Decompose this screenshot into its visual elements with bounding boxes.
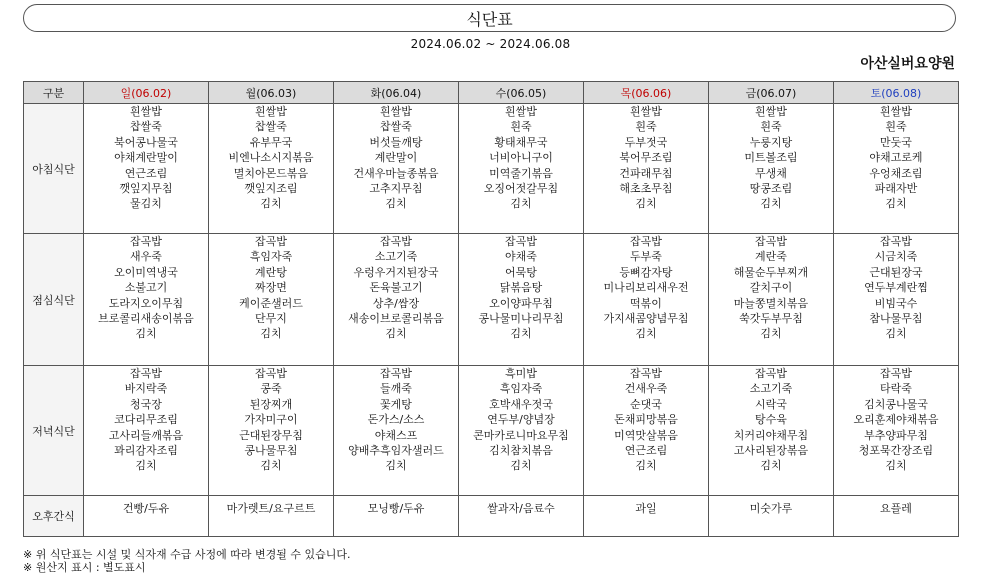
menu-item: 흑임자죽 [499, 382, 543, 396]
menu-item: 우엉채조림 [869, 166, 923, 180]
snack-cell: 요플레 [834, 496, 959, 537]
menu-item: 꽈리감자조림 [114, 444, 178, 458]
menu-item: 잡곡밥 [130, 235, 162, 248]
menu-cell [709, 234, 834, 366]
menu-item: 버섯들깨탕 [369, 135, 423, 149]
menu-item: 김치 [510, 459, 532, 473]
menu-item: 김치 [135, 327, 157, 341]
menu-item: 흑임자죽 [249, 250, 293, 264]
menu-item: 잡곡밥 [380, 367, 412, 380]
menu-item: 바지락죽 [124, 382, 168, 396]
menu-item: 고추지무침 [369, 182, 423, 196]
day-header: 일(06.02) [84, 82, 209, 104]
menu-item: 청포묵간장조림 [858, 444, 934, 458]
menu-item: 비빔국수 [874, 296, 918, 310]
menu-item: 잡곡밥 [130, 367, 162, 380]
menu-item: 쑥갓두부무침 [739, 312, 803, 326]
menu-item: 잡곡밥 [755, 235, 787, 248]
menu-item: 미트볼조림 [744, 151, 798, 165]
menu-item: 부추양파무침 [864, 428, 928, 442]
menu-item: 시락국 [755, 397, 787, 411]
menu-item: 돈채피망볶음 [614, 413, 678, 427]
menu-item: 도라지오이무침 [108, 296, 184, 310]
meal-label: 아침식단 [24, 104, 84, 234]
menu-item: 양배추흑임자샐러드 [348, 444, 444, 458]
day-header: 금(06.07) [709, 82, 834, 104]
menu-item: 가지새콤양념무침 [603, 312, 689, 326]
menu-item: 만둣국 [880, 135, 912, 149]
menu-cell [84, 366, 209, 496]
menu-item: 김치 [510, 197, 532, 211]
menu-item: 김치참치볶음 [489, 444, 553, 458]
menu-item: 치커리야채무침 [733, 428, 809, 442]
menu-item: 연근조림 [124, 166, 168, 180]
note-line: ※ 원산지 표시 : 별도표시 [23, 561, 146, 574]
menu-item: 우렁우거지된장국 [353, 265, 439, 279]
menu-item: 잡곡밥 [380, 235, 412, 248]
menu-item: 상추/쌈장 [372, 296, 420, 310]
menu-item: 김치 [385, 459, 407, 473]
menu-item: 김치 [635, 327, 657, 341]
menu-item: 흰죽 [635, 120, 657, 134]
meal-row-breakfast [24, 104, 959, 234]
menu-cell [334, 234, 459, 366]
menu-item: 미나리보리새우전 [603, 281, 689, 295]
menu-cell [584, 104, 709, 234]
menu-item: 고사리들깨볶음 [108, 428, 184, 442]
menu-item: 갈치구이 [749, 281, 793, 295]
day-header: 토(06.08) [834, 82, 959, 104]
menu-item: 김치 [885, 327, 907, 341]
menu-item: 김치 [260, 197, 282, 211]
menu-item: 등뼈감자탕 [619, 265, 673, 279]
menu-item: 파래자반 [874, 182, 918, 196]
menu-item: 야채죽 [505, 250, 537, 264]
menu-item: 깻잎지무침 [119, 182, 173, 196]
menu-item: 김치 [385, 197, 407, 211]
menu-item: 김치 [885, 197, 907, 211]
day-header: 월(06.03) [209, 82, 334, 104]
menu-item: 북어무조림 [619, 151, 673, 165]
menu-item: 김치 [760, 197, 782, 211]
meal-row-snack [24, 496, 959, 537]
menu-item: 닭볶음탕 [499, 281, 543, 295]
menu-item: 찹쌀죽 [130, 120, 162, 134]
menu-item: 코다리무조림 [114, 413, 178, 427]
menu-item: 브로콜리새송이볶음 [98, 312, 194, 326]
corner-header: 구분 [24, 82, 84, 104]
snack-cell: 마가렛트/요구르트 [209, 496, 334, 537]
menu-item: 김치 [385, 327, 407, 341]
note-line: ※ 위 식단표는 시설 및 식자재 수급 사정에 따라 변경될 수 있습니다. [23, 548, 351, 561]
menu-item: 짜장면 [255, 281, 287, 295]
menu-cell [209, 366, 334, 496]
menu-cell [209, 234, 334, 366]
menu-item: 흰쌀밥 [255, 105, 287, 118]
menu-item: 김치 [510, 327, 532, 341]
menu-cell [834, 234, 959, 366]
notes [23, 548, 350, 574]
menu-item: 황태채무국 [494, 135, 548, 149]
menu-cell [584, 234, 709, 366]
menu-item: 흰쌀밥 [380, 105, 412, 118]
menu-item: 김치 [135, 459, 157, 473]
menu-cell [459, 104, 584, 234]
menu-item: 흰쌀밥 [755, 105, 787, 118]
menu-item: 김치 [885, 459, 907, 473]
menu-item: 떡볶이 [630, 296, 662, 310]
menu-item: 꽃게탕 [380, 397, 412, 411]
day-header: 목(06.06) [584, 82, 709, 104]
menu-item: 야채계란말이 [114, 151, 178, 165]
menu-cell [84, 104, 209, 234]
menu-item: 계란말이 [374, 151, 418, 165]
menu-item: 단무지 [255, 312, 287, 326]
menu-item: 계란탕 [255, 265, 287, 279]
day-header-row [24, 82, 959, 104]
menu-item: 김치 [635, 197, 657, 211]
menu-item: 야채스프 [374, 428, 418, 442]
snack-cell: 과일 [584, 496, 709, 537]
menu-item: 잡곡밥 [755, 367, 787, 380]
menu-cell [834, 366, 959, 496]
menu-cell [584, 366, 709, 496]
menu-item: 들깨죽 [380, 382, 412, 396]
menu-item: 돈육불고기 [369, 281, 423, 295]
menu-cell [334, 104, 459, 234]
menu-item: 잡곡밥 [255, 235, 287, 248]
menu-item: 건파래무침 [619, 166, 673, 180]
menu-item: 탕수육 [755, 413, 787, 427]
meal-label: 오후간식 [24, 496, 84, 537]
menu-item: 김치콩나물국 [864, 397, 928, 411]
menu-item: 흰쌀밥 [630, 105, 662, 118]
weekly-menu-table [23, 81, 959, 537]
menu-item: 깻잎지조림 [244, 182, 298, 196]
menu-item: 고사리된장볶음 [733, 444, 809, 458]
menu-item: 잡곡밥 [505, 235, 537, 248]
menu-item: 잡곡밥 [880, 367, 912, 380]
menu-item: 오리훈제야채볶음 [853, 413, 939, 427]
menu-item: 유부무국 [249, 135, 293, 149]
menu-item: 마늘쫑멸치볶음 [733, 296, 809, 310]
menu-item: 소고기죽 [749, 382, 793, 396]
meal-row-lunch [24, 234, 959, 366]
menu-item: 무생채 [755, 166, 787, 180]
menu-item: 비엔나소시지볶음 [228, 151, 314, 165]
menu-item: 흰쌀밥 [130, 105, 162, 118]
menu-item: 흰쌀밥 [505, 105, 537, 118]
menu-title-box [23, 4, 956, 32]
menu-item: 근대된장무침 [239, 428, 303, 442]
menu-item: 미역맛살볶음 [614, 428, 678, 442]
menu-item: 흰죽 [510, 120, 532, 134]
menu-item: 오징어젓갈무침 [483, 182, 559, 196]
snack-cell: 미숫가루 [709, 496, 834, 537]
menu-item: 해물순두부찌개 [733, 265, 809, 279]
menu-item: 청국장 [130, 397, 162, 411]
menu-item: 잡곡밥 [255, 367, 287, 380]
menu-cell [209, 104, 334, 234]
menu-item: 잡곡밥 [630, 235, 662, 248]
menu-item: 새송이브로콜리볶음 [348, 312, 444, 326]
menu-item: 물김치 [130, 197, 162, 211]
menu-cell [709, 366, 834, 496]
menu-item: 가자미구이 [244, 413, 298, 427]
menu-item: 새우죽 [130, 250, 162, 264]
menu-item: 너비아니구이 [489, 151, 553, 165]
day-header: 화(06.04) [334, 82, 459, 104]
menu-item: 된장찌개 [249, 397, 293, 411]
menu-item: 야채고로케 [869, 151, 923, 165]
menu-item: 김치 [760, 459, 782, 473]
menu-item: 연근조림 [624, 444, 668, 458]
menu-item: 콩죽 [260, 382, 282, 396]
menu-cell [834, 104, 959, 234]
menu-item: 김치 [260, 459, 282, 473]
meal-label: 점심식단 [24, 234, 84, 366]
menu-item: 찹쌀죽 [255, 120, 287, 134]
menu-item: 흑미밥 [505, 367, 537, 380]
menu-item: 계란죽 [755, 250, 787, 264]
menu-item: 건새우마늘종볶음 [353, 166, 439, 180]
snack-cell: 쌀과자/음료수 [459, 496, 584, 537]
meal-label: 저녁식단 [24, 366, 84, 496]
menu-item: 잡곡밥 [630, 367, 662, 380]
menu-item: 땅콩조림 [749, 182, 793, 196]
menu-item: 연두부계란찜 [864, 281, 928, 295]
menu-item: 콩나물무침 [244, 444, 298, 458]
menu-item: 소불고기 [124, 281, 168, 295]
menu-item: 흰죽 [760, 120, 782, 134]
meal-row-dinner [24, 366, 959, 496]
menu-item: 김치 [635, 459, 657, 473]
menu-period: 2024.06.02 ~ 2024.06.08 [410, 37, 571, 51]
menu-cell [84, 234, 209, 366]
snack-cell: 모닝빵/두유 [334, 496, 459, 537]
menu-item: 두부젓국 [624, 135, 668, 149]
menu-item: 콩나물미나리무침 [478, 312, 564, 326]
menu-item: 북어콩나물국 [114, 135, 178, 149]
menu-item: 오이양파무침 [489, 296, 553, 310]
menu-cell [459, 366, 584, 496]
menu-cell [709, 104, 834, 234]
menu-item: 잡곡밥 [880, 235, 912, 248]
menu-item: 참나물무침 [869, 312, 923, 326]
menu-item: 누룽지탕 [749, 135, 793, 149]
menu-item: 소고기죽 [374, 250, 418, 264]
menu-item: 콘마카로니마요무침 [473, 428, 569, 442]
menu-item: 순댓국 [630, 397, 662, 411]
menu-item: 두부죽 [630, 250, 662, 264]
menu-item: 흰죽 [885, 120, 907, 134]
menu-cell [459, 234, 584, 366]
menu-item: 돈가스/소스 [367, 413, 425, 427]
facility-name: 아산실버요양원 [860, 56, 955, 72]
menu-item: 김치 [260, 327, 282, 341]
menu-item: 오이미역냉국 [114, 265, 178, 279]
menu-item: 멸치아몬드볶음 [233, 166, 309, 180]
menu-title: 식단표 [466, 9, 513, 29]
menu-item: 김치 [760, 327, 782, 341]
menu-item: 건새우죽 [624, 382, 668, 396]
menu-item: 흰쌀밥 [880, 105, 912, 118]
snack-cell: 건빵/두유 [84, 496, 209, 537]
menu-item: 타락죽 [880, 382, 912, 396]
menu-item: 어묵탕 [505, 265, 537, 279]
menu-item: 시금치죽 [874, 250, 918, 264]
menu-cell [334, 366, 459, 496]
menu-item: 근대된장국 [869, 265, 923, 279]
menu-item: 미역줄기볶음 [489, 166, 553, 180]
menu-item: 케이준샐러드 [239, 296, 303, 310]
menu-item: 해초초무침 [619, 182, 673, 196]
menu-item: 연두부/양념장 [487, 413, 555, 427]
menu-item: 호박새우젓국 [489, 397, 553, 411]
menu-item: 찹쌀죽 [380, 120, 412, 134]
day-header: 수(06.05) [459, 82, 584, 104]
